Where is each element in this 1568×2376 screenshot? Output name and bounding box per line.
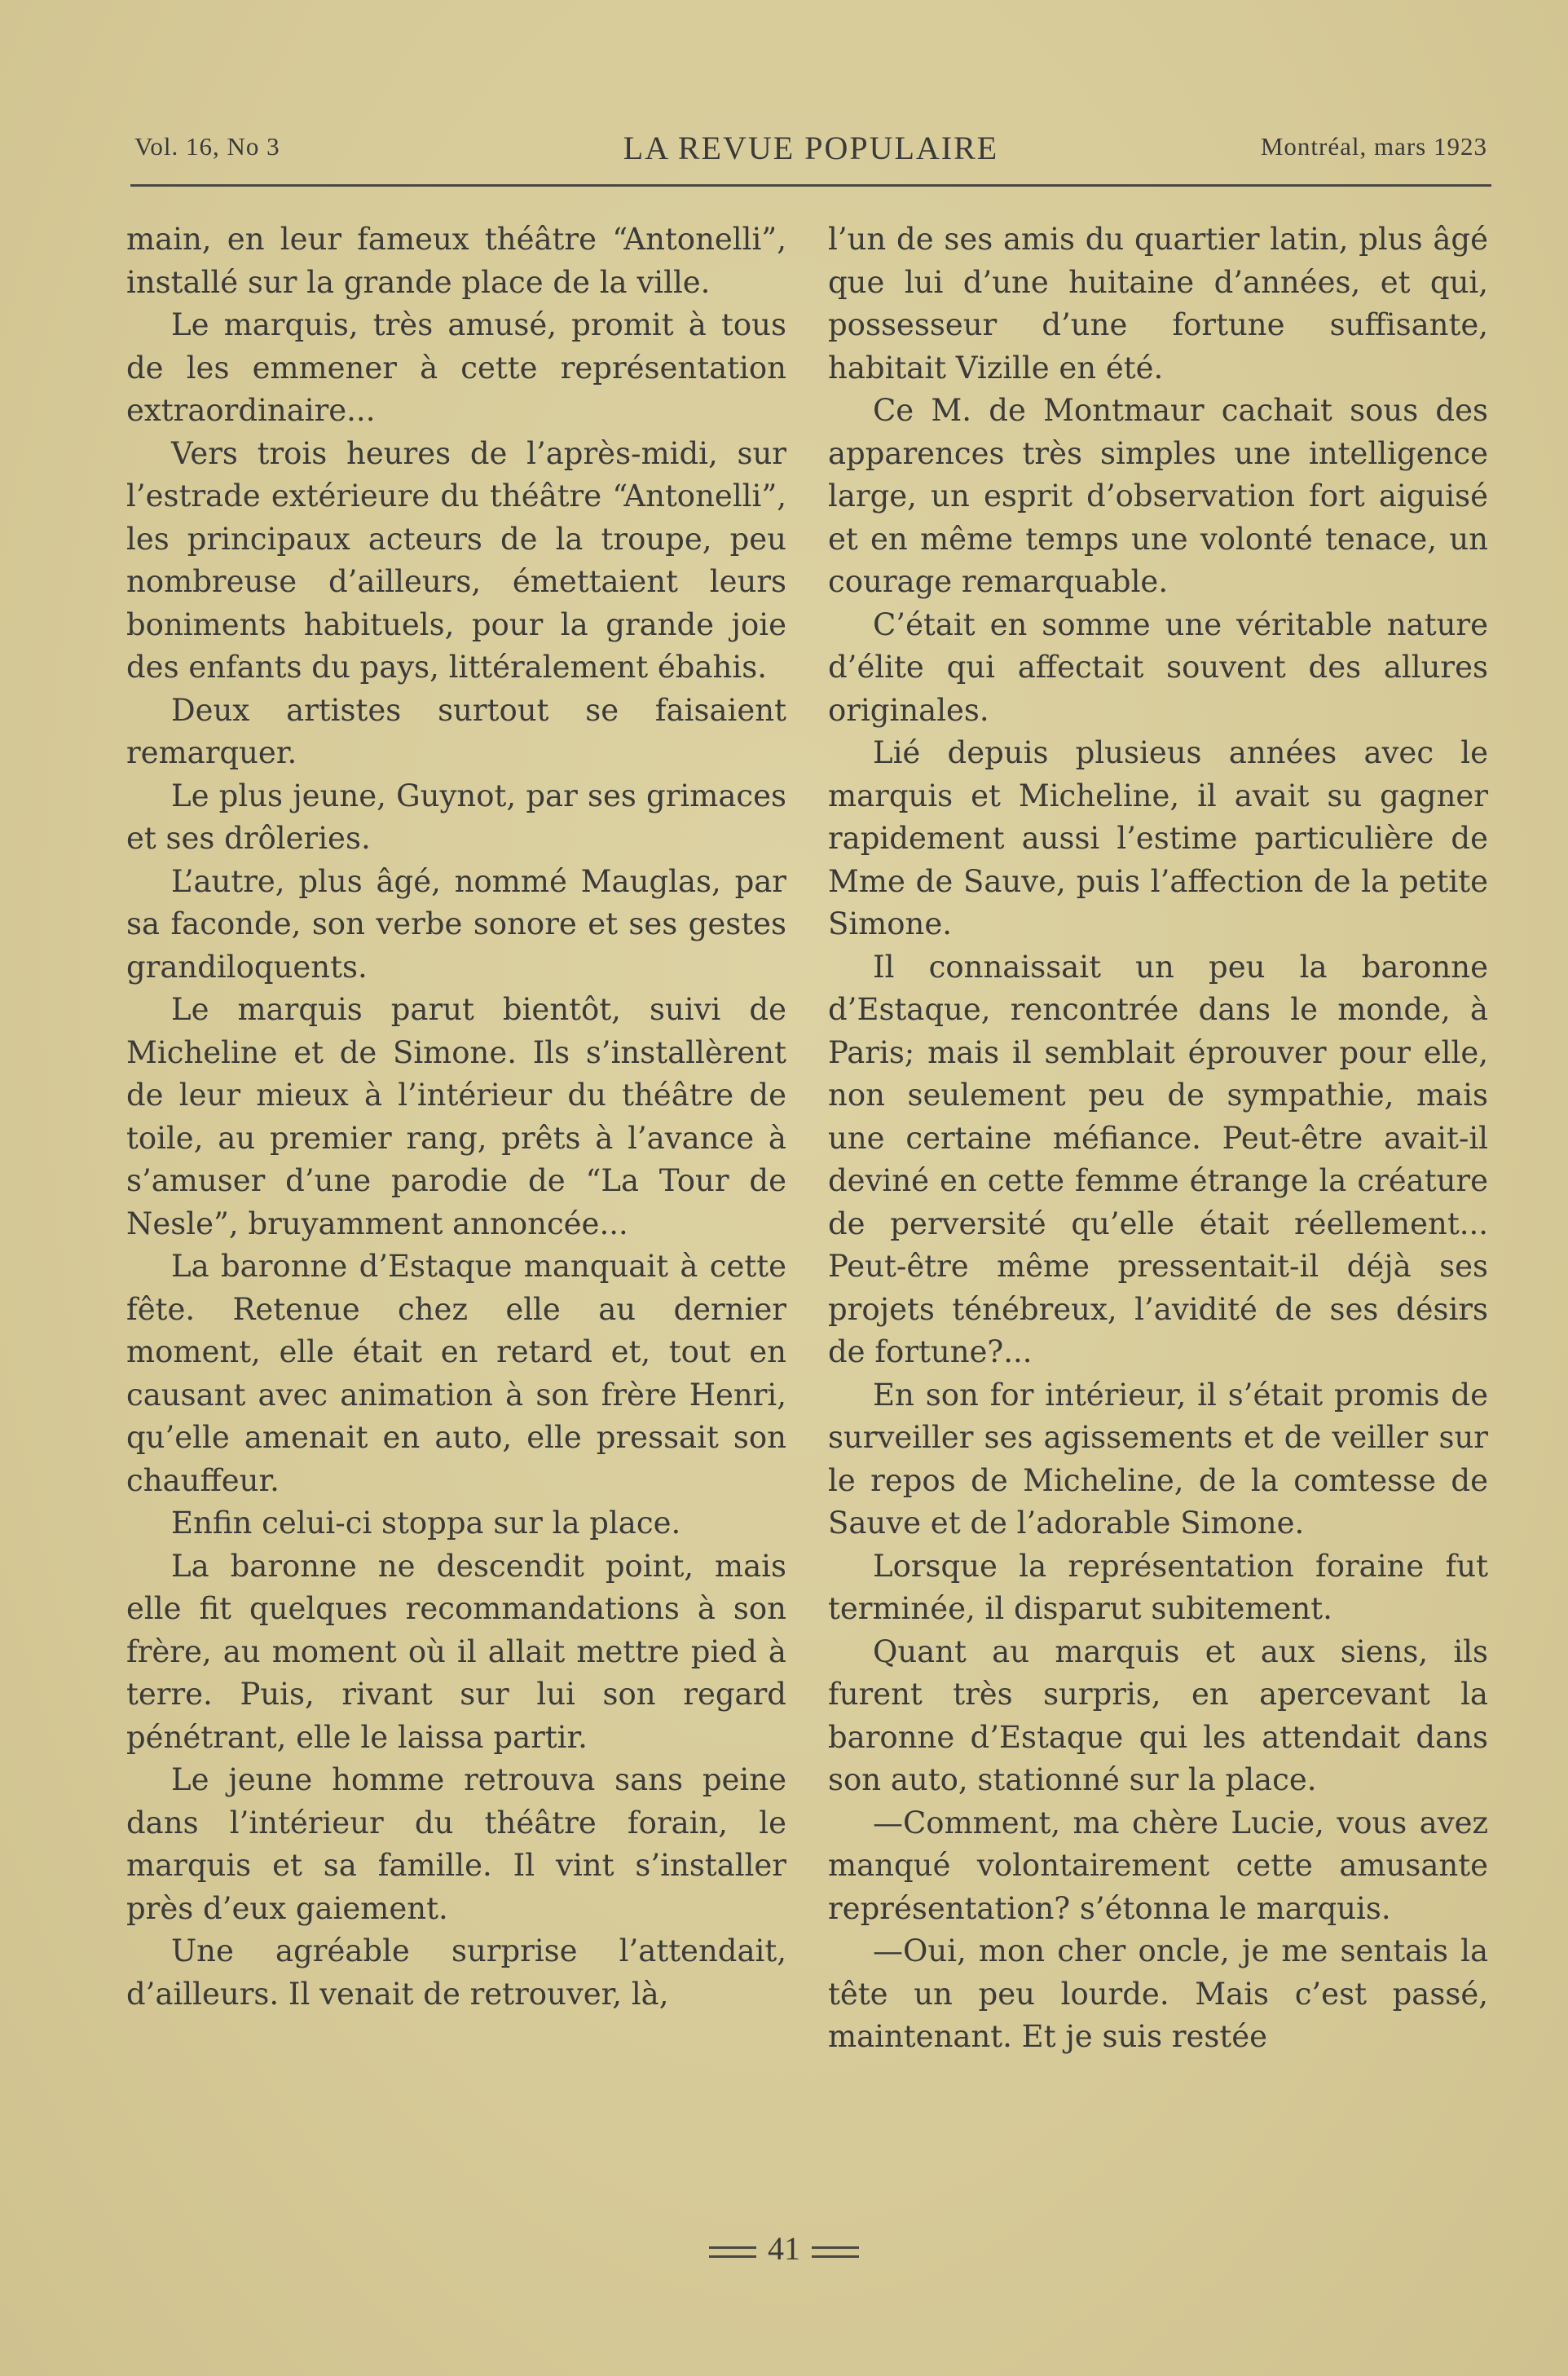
- magazine-title: LA REVUE POPULAIRE: [623, 130, 999, 166]
- page-footer: [0, 2229, 1568, 2268]
- paragraph: En son for intérieur, il s’était promis de surveiller ses agissements et de veiller sur le repos de Micheline, de la comtesse de Sauve et de l’adorable Simone.: [828, 1377, 1488, 1541]
- paragraph: main, en leur fameux théâtre “Antonelli”, installé sur la grande place de la ville.: [126, 222, 786, 300]
- paragraph: —Comment, ma chère Lucie, vous avez manqué volontairement cette amusante représentation? s’étonna le marquis.: [828, 1805, 1488, 1926]
- left-column: [126, 218, 786, 2016]
- paragraph: La baronne d’Estaque manquait à cette fête. Retenue chez elle au dernier moment, elle était en retard et, tout en causant avec animation à son frère Henri, qu’elle amenait en auto, elle pressait son chauffeur.: [126, 1249, 786, 1498]
- paragraph: Le plus jeune, Guynot, par ses grimaces et ses drôleries.: [126, 778, 786, 856]
- ornament-right: [812, 2246, 859, 2258]
- paragraph: Quant au marquis et aux siens, ils furent très surpris, en apercevant la baronne d’Estaque qui les attendait dans son auto, stationné sur la place.: [828, 1633, 1488, 1797]
- paragraph: Une agréable surprise l’attendait, d’ailleurs. Il venait de retrouver, là,: [126, 1933, 786, 2012]
- paragraph: Le jeune homme retrouva sans peine dans l’intérieur du théâtre forain, le marquis et sa famille. Il vint s’installer près d’eux gaiement.: [126, 1762, 786, 1926]
- paragraph: Lié depuis plusieus années avec le marquis et Micheline, il avait su gagner rapidement aussi l’estime particulière de Mme de Sauve, puis l’affection de la petite Simone.: [828, 735, 1488, 941]
- paragraph: La baronne ne descendit point, mais elle fit quelques recommandations à son frère, au moment où il allait mettre pied à terre. Puis, rivant sur lui son regard pénétrant, elle le laissa partir.: [126, 1548, 786, 1755]
- right-column: [828, 218, 1488, 2059]
- paragraph: —Oui, mon cher oncle, je me sentais la tête un peu lourde. Mais c’est passé, maintenant. Et je suis restée: [828, 1933, 1488, 2054]
- paragraph: L’autre, plus âgé, nommé Mauglas, par sa faconde, son verbe sonore et ses gestes grandiloquents.: [126, 863, 786, 985]
- paragraph: Le marquis, très amusé, promit à tous de les emmener à cette représentation extraordinaire...: [126, 307, 786, 428]
- paragraph: C’était en somme une véritable nature d’élite qui affectait souvent des allures originales.: [828, 606, 1488, 728]
- volume-number: Vol. 16, No 3: [134, 132, 280, 161]
- paragraph: Il connaissait un peu la baronne d’Estaque, rencontrée dans le monde, à Paris; mais il semblait éprouver pour elle, non seulement peu de sympathie, mais une certaine méfiance. Peut-être avait-il deviné en cette femme étrange la créature de perversité qu’elle était réellement... Peut-être même pressentait-il déjà ses projets ténébreux, l’avidité de ses désirs de fortune?...: [828, 949, 1488, 1369]
- paragraph: Enfin celui-ci stoppa sur la place.: [171, 1505, 681, 1541]
- header-rule: [130, 184, 1491, 187]
- page-number: 41: [768, 2230, 800, 2267]
- paragraph: Le marquis parut bientôt, suivi de Micheline et de Simone. Ils s’installèrent de leur mieux à l’intérieur du théâtre de toile, au premier rang, prêts à l’avance à s’amuser d’une parodie de “La Tour de Nesle”, bruyamment annoncée...: [126, 992, 786, 1241]
- ornament-left: [709, 2246, 756, 2258]
- paragraph: l’un de ses amis du quartier latin, plus âgé que lui d’une huitaine d’années, et qui, possesseur d’une fortune suffisante, habitait Vizille en été.: [828, 222, 1488, 386]
- paragraph: Lorsque la représentation foraine fut terminée, il disparut subitement.: [828, 1548, 1488, 1626]
- issue-date: Montréal, mars 1923: [1260, 132, 1487, 161]
- paragraph: Deux artistes surtout se faisaient remarquer.: [126, 692, 786, 770]
- paragraph: Vers trois heures de l’après-midi, sur l’estrade extérieure du théâtre “Antonelli”, les principaux acteurs de la troupe, peu nombreuse d’ailleurs, émettaient leurs boniments habituels, pour la grande joie des enfants du pays, littéralement ébahis.: [126, 435, 786, 685]
- running-header: [130, 122, 1491, 171]
- paragraph: Ce M. de Montmaur cachait sous des apparences très simples une intelligence large, un esprit d’observation fort aiguisé et en même temps une volonté tenace, un courage remarquable.: [828, 393, 1488, 599]
